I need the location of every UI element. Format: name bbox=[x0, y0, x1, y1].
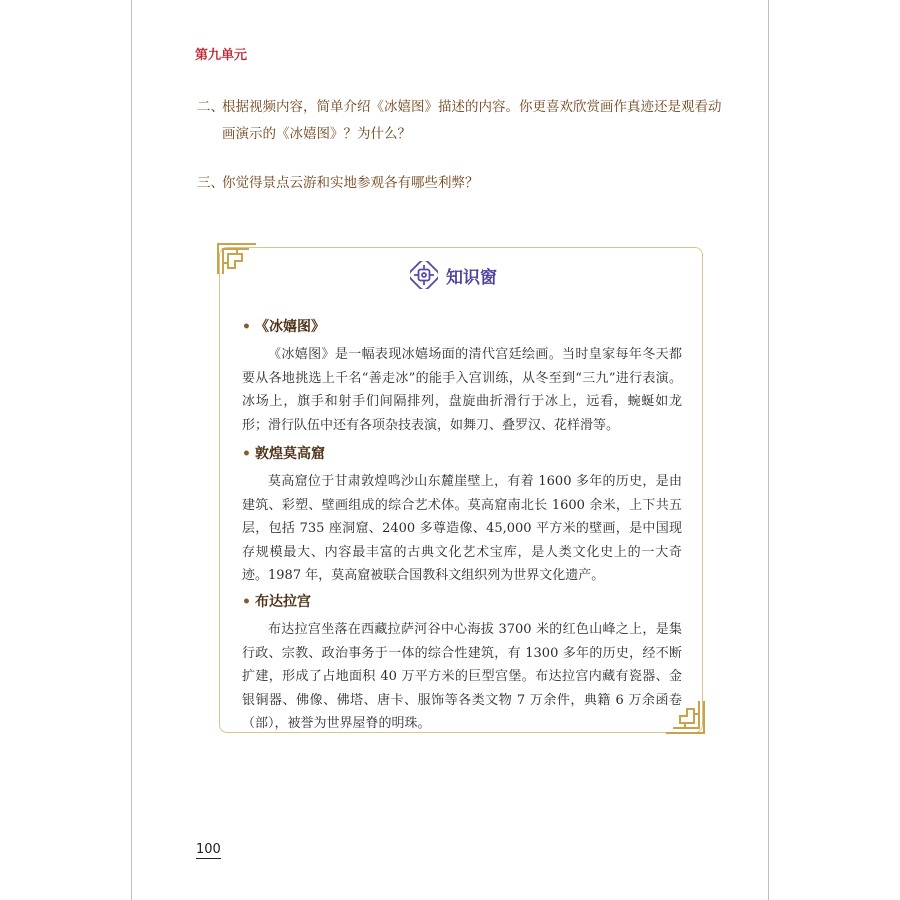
question-2 bbox=[197, 94, 727, 148]
question-text: 你觉得景点云游和实地参观各有哪些利弊？ bbox=[222, 175, 479, 191]
question-number: 三、 bbox=[197, 175, 224, 191]
question-number: 二、 bbox=[197, 99, 224, 115]
question-3 bbox=[197, 170, 727, 197]
unit-label: 第九单元 bbox=[195, 48, 248, 63]
question-text: 根据视频内容，简单介绍《冰嬉图》描述的内容。你更喜欢欣赏画作真迹还是观看动画演示的《冰嬉图》？为什么？ bbox=[222, 99, 722, 142]
section-body-mogao-caves: 莫高窟位于甘肃敦煌鸣沙山东麓崖壁上，有着 1600 多年的历史，是由建筑、彩塑、壁画组成的综合艺术体。莫高窟南北长 1600 余米，上下共五层，包括 735 座洞窟、2400 多尊造像、45,000 平方米的壁画，是中国现存规模最大、内容最丰富的古典文化艺术宝库，是人类文化史上的一大奇迹。1987 年，莫高窟被联合国教科文组织列为世界文化遗产。 bbox=[242, 474, 682, 584]
bullet: • bbox=[242, 319, 251, 335]
knowledge-window-header bbox=[410, 258, 497, 292]
knowledge-window-title: 知识窗 bbox=[446, 267, 497, 288]
page-number: 100 bbox=[196, 842, 221, 857]
section-heading-bingxitu bbox=[242, 316, 325, 336]
section-heading-text: 布达拉宫 bbox=[254, 594, 311, 610]
section-heading-potala-palace bbox=[242, 591, 311, 611]
decorative-knot-icon bbox=[410, 261, 438, 289]
section-heading-text: 《冰嬉图》 bbox=[254, 319, 325, 335]
bullet: • bbox=[242, 446, 251, 462]
section-heading-mogao-caves bbox=[242, 443, 325, 463]
section-body-potala-palace: 布达拉宫坐落在西藏拉萨河谷中心海拔 3700 米的红色山峰之上，是集行政、宗教、政治事务于一体的综合性建筑，有 1300 多年的历史，经不断扩建，形成了占地面积 40 万平方米的巨型宫堡。布达拉宫内藏有瓷器、金银铜器、佛像、佛塔、唐卡、服饰等各类文物 7 万余件，典籍 6 万余函卷（部），被誉为世界屋脊的明珠。 bbox=[242, 622, 682, 732]
fretwork-corner-top-left-icon bbox=[217, 243, 257, 275]
section-heading-text: 敦煌莫高窟 bbox=[254, 446, 325, 462]
bullet: • bbox=[242, 594, 251, 610]
section-body-bingxitu: 《冰嬉图》是一幅表现冰嬉场面的清代宫廷绘画。当时皇家每年冬天都要从各地挑选上千名“善走冰”的能手入宫训练，从冬至到“三九”进行表演。冰场上，旗手和射手们间隔排列，盘旋曲折滑行于冰上，远看，蜿蜒如龙形；滑行队伍中还有各项杂技表演，如舞刀、叠罗汉、花样滑等。 bbox=[242, 347, 682, 433]
